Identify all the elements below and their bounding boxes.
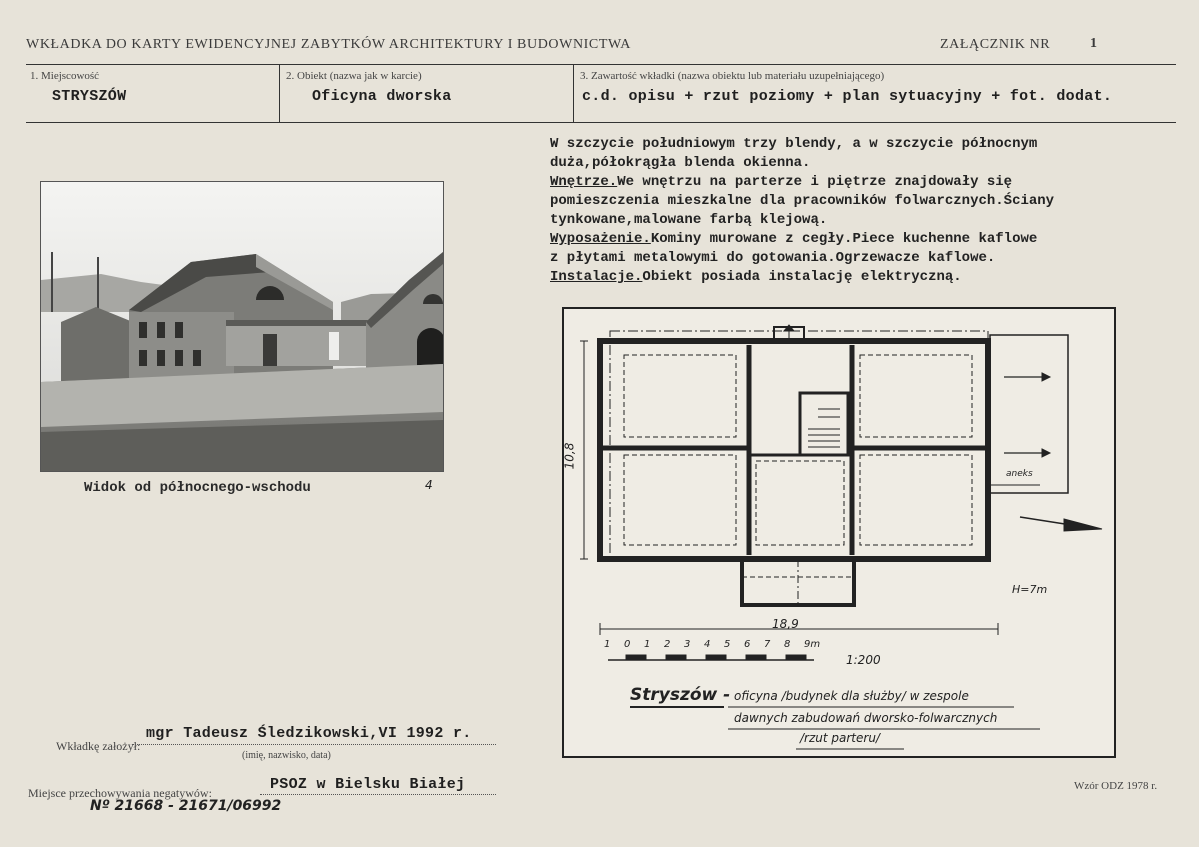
scale-ratio: 1:200 bbox=[846, 653, 881, 667]
locality-label: 1. Miejscowość bbox=[30, 70, 100, 82]
installations-text: Obiekt posiada instalację elektryczną. bbox=[642, 269, 962, 285]
floor-plan bbox=[562, 307, 1116, 758]
installations-heading: Instalacje. bbox=[550, 269, 643, 285]
scale-tick-label: 4 bbox=[704, 639, 711, 650]
photo-number: 4 bbox=[425, 478, 433, 492]
height-note: H=7m bbox=[1012, 583, 1048, 596]
field-divider-2 bbox=[573, 64, 574, 122]
interior-text: We wnętrzu na parterze i piętrze znajdowały się bbox=[617, 174, 1013, 190]
negatives-label: Miejsce przechowywania negatywów: bbox=[28, 786, 212, 800]
author-label: Wkładkę założył: bbox=[56, 739, 141, 753]
desc-line-1: W szczycie południowym trzy blendy, a w szczycie północnym bbox=[550, 136, 1038, 152]
form-title: WKŁADKA DO KARTY EWIDENCYJNEJ ZABYTKÓW ARCHITEKTURY I BUDOWNICTWA bbox=[26, 37, 631, 52]
scale-tick-label: 0 bbox=[624, 639, 631, 650]
author-hint: (imię, nazwisko, data) bbox=[242, 750, 331, 761]
negatives-dotted-line bbox=[260, 794, 496, 795]
object-label: 2. Obiekt (nazwa jak w karcie) bbox=[286, 70, 422, 82]
annex-label: aneks bbox=[1006, 469, 1033, 479]
scale-tick-label: 5 bbox=[724, 639, 731, 650]
contents-value: c.d. opisu + rzut poziomy + plan sytuacyjny + fot. dodat. bbox=[582, 88, 1113, 105]
scale-tick-label: 1 bbox=[644, 639, 651, 650]
desc-line-4: pomieszczenia mieszkalne dla pracowników folwarcznych.Ściany bbox=[550, 193, 1055, 209]
photo-caption: Widok od północnego-wschodu bbox=[84, 480, 311, 496]
plan-caption-line-1: oficyna /budynek dla służby/ w zespole bbox=[734, 689, 969, 703]
object-value: Oficyna dworska bbox=[312, 88, 452, 105]
scale-tick-label: 6 bbox=[744, 639, 751, 650]
equipment-heading: Wyposażenie. bbox=[550, 231, 651, 247]
scale-tick-label: 7 bbox=[764, 639, 771, 650]
desc-line-3 bbox=[550, 174, 1012, 190]
plan-caption-line-2: dawnych zabudowań dworsko-folwarcznych bbox=[734, 711, 998, 725]
form-model: Wzór ODZ 1978 r. bbox=[1074, 780, 1158, 792]
negatives-value: PSOZ w Bielsku Białej bbox=[270, 776, 466, 793]
negatives-numbers: Nº 21668 - 21671/06992 bbox=[90, 798, 282, 814]
scale-tick-label: 2 bbox=[664, 639, 671, 650]
desc-line-5: tynkowane,malowane farbą klejową. bbox=[550, 212, 828, 228]
scale-tick-label: 8 bbox=[784, 639, 791, 650]
equipment-text: Kominy murowane z cegły.Piece kuchenne kaflowe bbox=[650, 231, 1038, 247]
desc-line-2: duża,półokrągła blenda okienna. bbox=[550, 155, 811, 171]
desc-line-7: z płytami metalowymi do gotowania.Ogrzewacze kaflowe. bbox=[550, 250, 996, 266]
building-photo bbox=[40, 181, 444, 472]
author-value: mgr Tadeusz Śledzikowski,VI 1992 r. bbox=[146, 725, 472, 742]
attachment-label: ZAŁĄCZNIK NR bbox=[940, 37, 1051, 52]
scale-tick-label: 1 bbox=[604, 639, 611, 650]
header-rule-top bbox=[26, 64, 1176, 65]
field-divider-1 bbox=[279, 64, 280, 122]
attachment-number: 1 bbox=[1090, 36, 1098, 51]
locality-value: STRYSZÓW bbox=[52, 88, 127, 105]
contents-label: 3. Zawartość wkładki (nazwa obiektu lub materiału uzupełniającego) bbox=[580, 70, 885, 82]
dimension-horizontal: 18,9 bbox=[772, 617, 799, 631]
interior-heading: Wnętrze. bbox=[550, 174, 618, 190]
author-dotted-line bbox=[132, 744, 496, 745]
plan-caption-title: Stryszów - bbox=[630, 685, 731, 705]
dimension-vertical: 10,8 bbox=[562, 442, 577, 470]
scale-tick-label: 3 bbox=[684, 639, 691, 650]
plan-caption-line-3: /rzut parteru/ bbox=[800, 731, 880, 745]
scale-tick-label: 9m bbox=[804, 639, 821, 650]
desc-line-8 bbox=[550, 269, 962, 285]
header-rule-bottom bbox=[26, 122, 1176, 123]
desc-line-6 bbox=[550, 231, 1037, 247]
